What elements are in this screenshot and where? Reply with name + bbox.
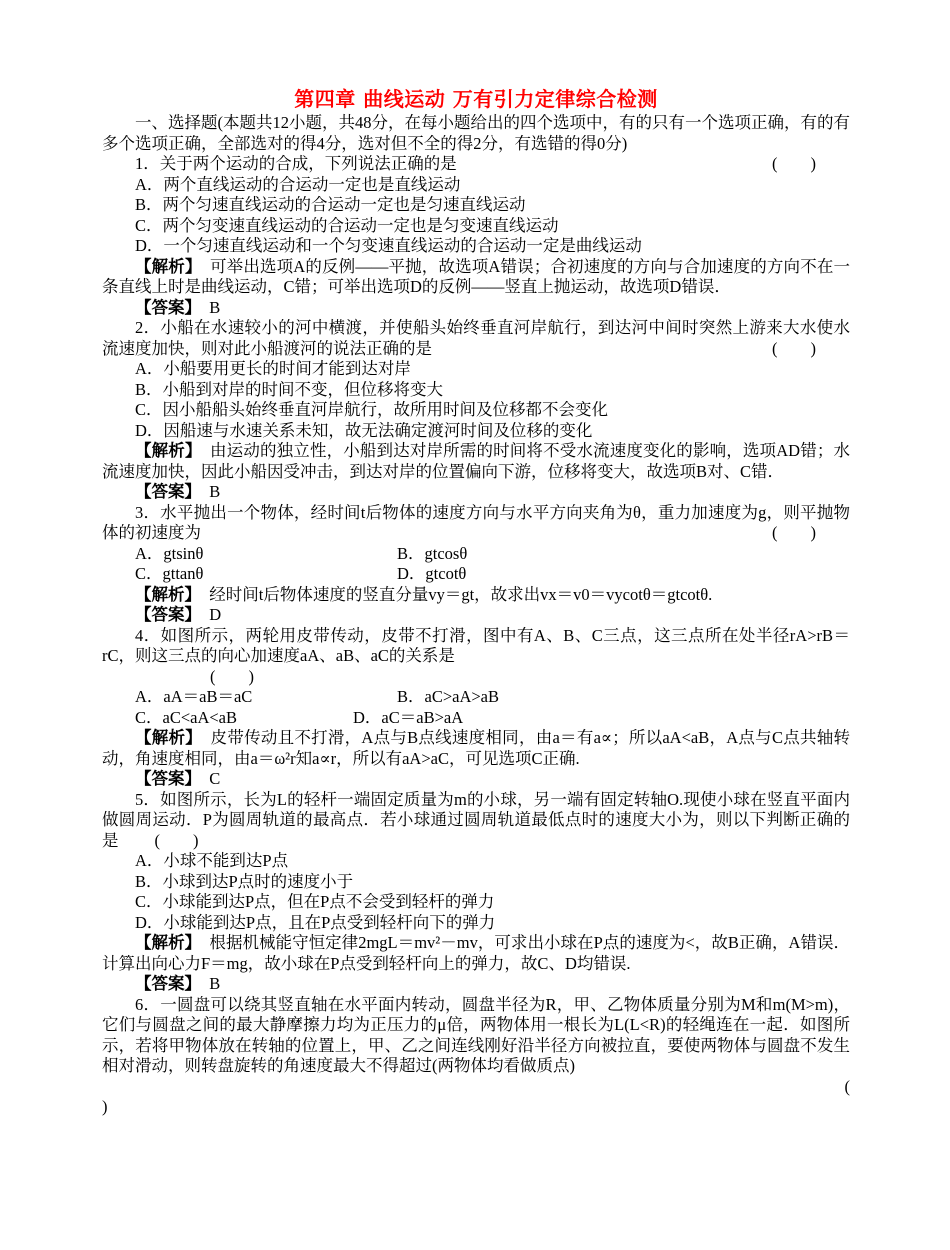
- option-b: B．gtcosθ: [397, 543, 468, 563]
- option-a: A．gtsinθ: [135, 543, 204, 563]
- question-stem: 3．水平抛出一个物体，经时间t后物体的速度方向与水平方向夹角为θ，重力加速度为g，则平抛物体的初速度为 ( ): [102, 502, 850, 542]
- question-2: [102, 318, 850, 503]
- analysis: 【解析】 由运动的独立性，小船到达对岸所需的时间将不受水流速度变化的影响，选项AD错；水流速度加快，因此小船因受冲击，到达对岸的位置偏向下游，位移将变大，故选项B对、C错．: [102, 441, 851, 481]
- analysis-label: 【解析】: [135, 441, 194, 460]
- answer-paren: ( ): [772, 154, 816, 173]
- question-3: [102, 503, 850, 626]
- option-a: A．小球不能到达P点: [135, 851, 289, 870]
- answer-label: 【答案】: [135, 482, 193, 501]
- question-4: [102, 626, 850, 790]
- option-c: C．小球能到达P点，但在P点不会受到轻杆的弹力: [135, 892, 495, 911]
- option-b: B．aC>aA>aB: [397, 687, 500, 706]
- question-6: [102, 995, 850, 1118]
- answer-label: 【答案】: [135, 605, 193, 624]
- answer-paren: ( ): [772, 338, 816, 358]
- option-b: B．小球到达P点时的速度小于: [135, 871, 354, 891]
- analysis-label: 【解析】: [135, 584, 193, 604]
- question-stem: 1．关于两个运动的合成，下列说法正确的是 ( ): [102, 154, 850, 175]
- option-row: [102, 687, 850, 708]
- question-5: [102, 790, 850, 995]
- analysis-label: 【解析】: [135, 933, 193, 952]
- answer: 【答案】 D: [135, 605, 222, 624]
- option-d: D．aC＝aB>aA: [353, 707, 464, 727]
- analysis: 【解析】 经时间t后物体速度的竖直分量vy＝gt，故求出vx＝v0＝vycotθ＝gtcotθ.: [135, 584, 713, 604]
- answer: 【答案】 B: [135, 482, 221, 501]
- analysis: 【解析】 皮带传动且不打滑，A点与B点线速度相同，由a＝有a∝；所以aA<aB，A点与C点共轴转动，角速度相同，由a＝ω²r知a∝r，所以有aA>aC，可见选项C正确.: [102, 728, 850, 768]
- option-b: B．两个匀速直线运动的合运动一定也是匀速直线运动: [135, 195, 526, 214]
- option-row: [102, 564, 850, 585]
- answer-paren-open: (: [844, 1076, 850, 1096]
- question-stem: 6．一圆盘可以绕其竖直轴在水平面内转动，圆盘半径为R，甲、乙物体质量分别为M和m(M>m)，它们与圆盘之间的最大静摩擦力均为正压力的μ倍，两物体用一根长为L(L<R)的轻绳连在一起．如图所示，若将甲物体放在转轴的位置上，甲、乙之间连线刚好沿半径方向被拉直，要使两物体与圆盘不发生相对滑动，则转盘旋转的角速度最大不得超过(两物体均看做质点): [102, 994, 850, 1075]
- option-a: A．小船要用更长的时间才能到达对岸: [135, 359, 411, 378]
- analysis: 【解析】 可举出选项A的反例——平抛，故选项A错误；合初速度的方向与合加速度的方向不在一条直线上时是曲线运动，C错；可举出选项D的反例——竖直上抛运动，故选项D错误．: [102, 256, 851, 296]
- option-b: B．小船到对岸的时间不变，但位移将变大: [135, 379, 444, 399]
- option-d: D．因船速与水速关系未知，故无法确定渡河时间及位移的变化: [135, 420, 593, 440]
- question-stem: 5．如图所示，长为L的轻杆一端固定质量为m的小球，另一端有固定转轴O.现使小球在竖直平面内做圆周运动．P为圆周轨道的最高点．若小球通过圆周轨道最低点时的速度大小为，则以下判断正确的是 ( ): [102, 789, 850, 850]
- option-a: A．aA＝aB＝aC: [135, 687, 253, 706]
- question-stem: 4．如图所示，两轮用皮带传动，皮带不打滑，图中有A、B、C三点，这三点所在处半径rA>rB＝rC，则这三点的向心加速度aA、aB、aC的关系是: [102, 625, 850, 665]
- option-d: D．小球能到达P点，且在P点受到轻杆向下的弹力: [135, 912, 496, 932]
- option-a: A．两个直线运动的合运动一定也是直线运动: [135, 174, 461, 194]
- answer: 【答案】 B: [135, 974, 221, 993]
- analysis-label: 【解析】: [135, 728, 194, 747]
- option-d: D．gtcotθ: [397, 564, 467, 583]
- answer-label: 【答案】: [135, 974, 193, 993]
- question-stem: 2．小船在水速较小的河中横渡，并使船头始终垂直河岸航行，到达河中间时突然上游来大水使水流速度加快，则对此小船渡河的说法正确的是 ( ): [102, 318, 850, 358]
- answer-paren-close: ): [102, 1097, 108, 1116]
- option-d: D．一个匀速直线运动和一个匀变速直线运动的合运动一定是曲线运动: [135, 236, 642, 255]
- option-c: C．因小船船头始终垂直河岸航行，故所用时间及位移都不会变化: [135, 400, 609, 419]
- page-title: 第四章 曲线运动 万有引力定律综合检测: [294, 87, 658, 111]
- answer-label: 【答案】: [135, 297, 193, 317]
- answer-paren: ( ): [154, 830, 199, 850]
- question-1: [102, 154, 850, 318]
- analysis-label: 【解析】: [135, 256, 194, 276]
- option-row: [102, 544, 850, 565]
- answer: 【答案】 C: [135, 769, 221, 788]
- answer-paren: ( ): [210, 666, 254, 686]
- option-c: C．gttanθ: [135, 564, 204, 583]
- answer-paren: ( ): [772, 523, 816, 542]
- option-row: [102, 708, 850, 729]
- section-heading: 一、选择题(本题共12小题，共48分，在每小题给出的四个选项中，有的只有一个选项正确，有的有多个选项正确，全部选对的得4分，选对但不全的得2分，有选错的得0分): [102, 113, 850, 153]
- answer: 【答案】 B: [135, 297, 221, 317]
- answer-label: 【答案】: [135, 769, 193, 788]
- analysis: 【解析】 根据机械能守恒定律2mgL＝mv²－mv，可求出小球在P点的速度为<，故B正确，A错误．计算出向心力F＝mg，故小球在P点受到轻杆向上的弹力，故C、D均错误.: [102, 933, 851, 973]
- option-c: C．aC<aA<aB: [135, 707, 238, 727]
- option-c: C．两个匀变速直线运动的合运动一定也是匀变速直线运动: [135, 215, 559, 235]
